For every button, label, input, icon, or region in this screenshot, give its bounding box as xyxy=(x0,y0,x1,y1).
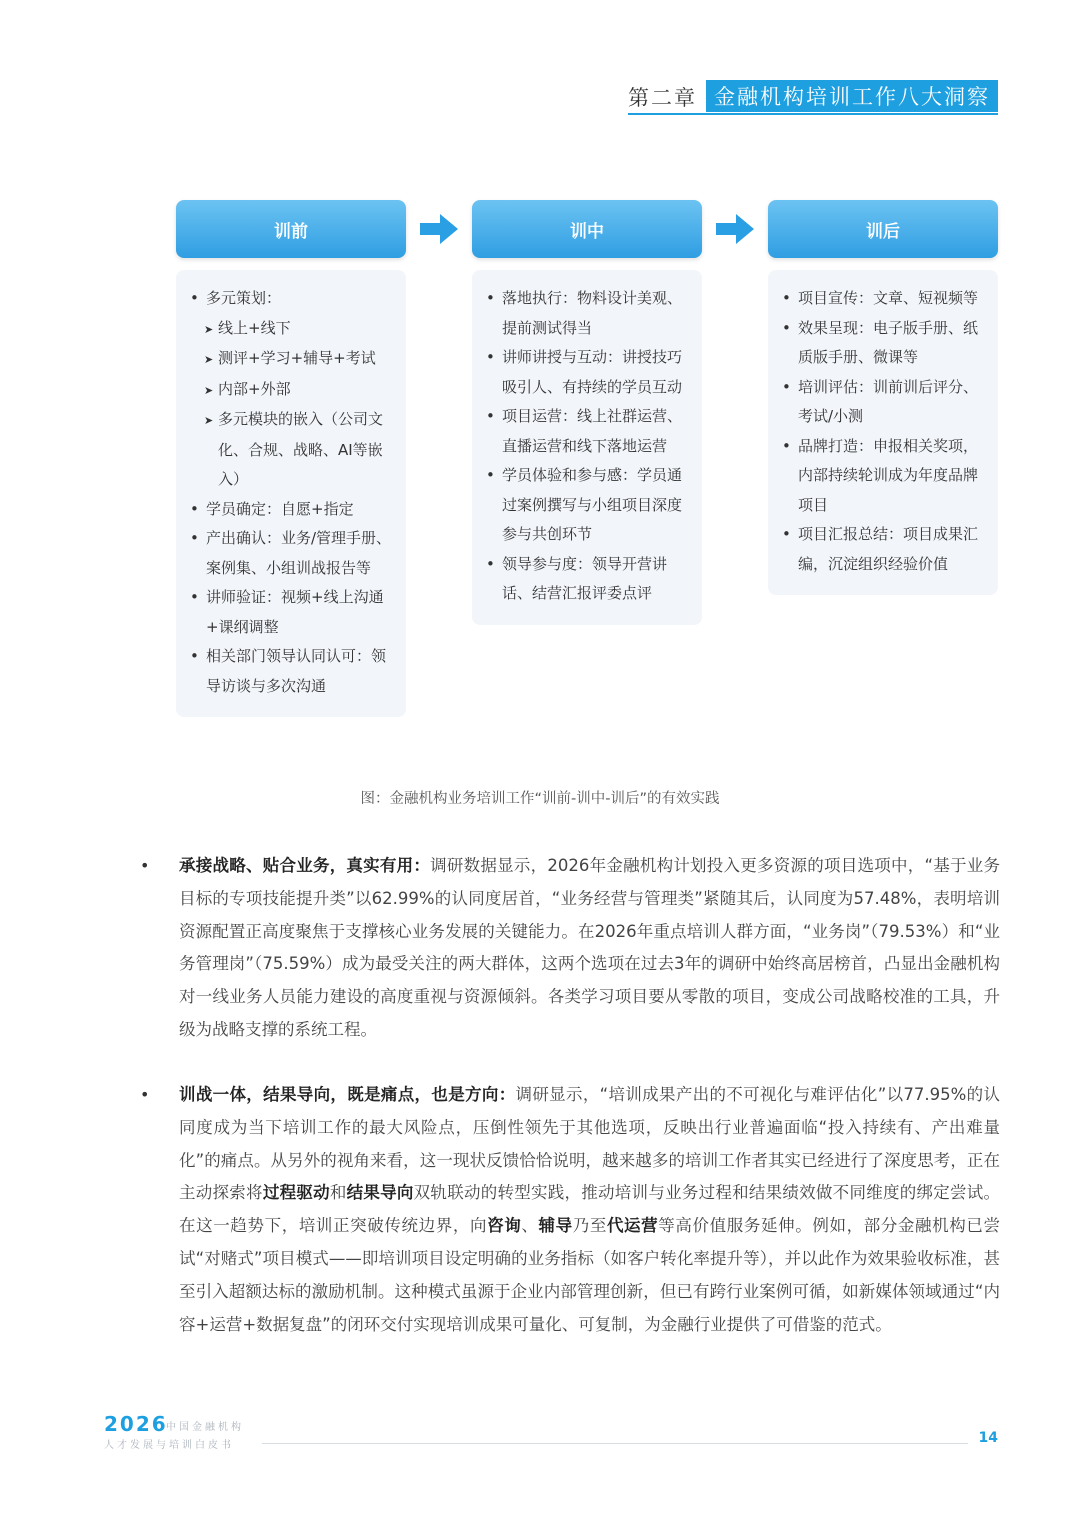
flow-item-text: 学员体验和参与感：学员通过案例撰写与小组项目深度参与共创环节 xyxy=(502,466,683,543)
paragraph-segment: 乃至 xyxy=(572,1216,607,1236)
bullet-dot-icon: • xyxy=(782,377,791,396)
bullet-dot-icon: • xyxy=(190,647,199,665)
flow-column-title: 训前 xyxy=(176,200,406,258)
flow-column-post xyxy=(768,200,998,573)
paragraph-segment: 、 xyxy=(521,1216,539,1236)
flow-column-body xyxy=(768,270,998,595)
flow-item-text: 讲师讲授与互动：讲授技巧吸引人、有持续的学员互动 xyxy=(502,348,683,396)
flow-item-text: 线上+线下 xyxy=(218,318,291,337)
flow-column-pre xyxy=(176,200,406,695)
bullet-dot-icon: • xyxy=(190,588,199,606)
flow-column-body xyxy=(472,270,702,625)
bullet-dot-icon: • xyxy=(782,525,791,543)
flow-bullet-item xyxy=(782,373,986,432)
flow-item-text: 讲师验证：视频+线上沟通+课纲调整 xyxy=(206,588,384,636)
flow-bullet-item xyxy=(190,583,394,642)
bullet-paragraph xyxy=(140,850,1000,1047)
bullet-icon: • xyxy=(140,1085,150,1104)
flow-bullet-item xyxy=(486,343,690,402)
flow-bullet-item xyxy=(190,524,394,583)
footer-subtitle: 人才发展与培训白皮书 xyxy=(104,1440,234,1451)
paragraph-emphasis: 承接战略、贴合业务，真实有用： xyxy=(179,856,431,875)
flow-bullet-item xyxy=(486,402,690,461)
flow-column-title: 训后 xyxy=(768,200,998,258)
flow-item-text: 落地执行：物料设计美观、提前测试得当 xyxy=(502,289,683,337)
flow-item-text: 效果呈现：电子版手册、纸质版手册、微课等 xyxy=(798,318,979,366)
flow-item-text: 项目汇报总结：项目成果汇编，沉淀组织经验价值 xyxy=(798,525,979,573)
figure-caption: 图：金融机构业务培训工作“训前-训中-训后”的有效实践 xyxy=(360,791,720,807)
flow-item-text: 产出确认：业务/管理手册、案例集、小组训战报告等 xyxy=(206,529,392,577)
flow-item-text: 多元策划： xyxy=(206,289,282,307)
bullet-dot-icon: • xyxy=(190,499,199,518)
flow-sub-item xyxy=(190,344,394,375)
bullet-dot-icon: • xyxy=(486,289,495,307)
paragraph-segment: 和 xyxy=(329,1183,347,1203)
flow-item-text: 培训评估：训前训后评分、考试/小测 xyxy=(798,377,979,425)
paragraph-emphasis: 结果导向 xyxy=(346,1183,414,1203)
bullet-icon: • xyxy=(140,856,150,875)
page-footer xyxy=(104,1412,998,1452)
bullet-dot-icon: • xyxy=(782,318,791,337)
triangle-right-icon: ➤ xyxy=(204,383,214,397)
paragraph-emphasis: 辅导 xyxy=(538,1216,573,1236)
flow-item-text: 项目运营：线上社群运营、直播运营和线下落地运营 xyxy=(502,407,683,455)
flow-item-text: 领导参与度：领导开营讲话、结营汇报评委点评 xyxy=(502,554,668,602)
paragraph-segment: 等高价值服务延伸。例如，部分金融机构已尝试“对赌式”项目模式——即培训项目设定明确的业务指标（如客户转化率提升等），并以此作为效果验收标准，甚至引入超额达标的激励机制。这种模式虽源于企业内部管理创新，但已有跨行业案例可循，如新媒体领域通过“内容+运营+数据复盘”的闭环交付实现培训成果可量化、可复制，为金融行业提供了可借鉴的范式。 xyxy=(179,1216,1001,1334)
flow-bullet-item xyxy=(190,284,394,314)
flow-sub-item xyxy=(190,314,394,345)
flow-column-body xyxy=(176,270,406,717)
flow-item-text: 内部+外部 xyxy=(218,379,291,398)
flow-bullet-item xyxy=(486,461,690,550)
arrow-right-icon xyxy=(716,214,754,244)
flow-sub-item xyxy=(190,405,394,495)
bullet-dot-icon: • xyxy=(190,289,199,307)
triangle-right-icon: ➤ xyxy=(204,353,214,366)
flow-bullet-item xyxy=(190,495,394,525)
bullet-dot-icon: • xyxy=(486,348,495,366)
flow-column-title: 训中 xyxy=(472,200,702,258)
bullet-dot-icon: • xyxy=(486,554,495,573)
flow-bullet-item xyxy=(782,520,986,579)
flow-bullet-item xyxy=(782,432,986,521)
flow-item-text: 品牌打造：申报相关奖项，内部持续轮训成为年度品牌项目 xyxy=(798,436,979,514)
flow-bullet-item xyxy=(782,284,986,314)
flow-bullet-item xyxy=(486,550,690,609)
triangle-right-icon: ➤ xyxy=(204,322,214,336)
paragraph-emphasis: 代运营 xyxy=(606,1216,659,1236)
footer-org: 中国金融机构 xyxy=(166,1422,244,1433)
chapter-number: 第二章 xyxy=(628,86,697,110)
flow-item-text: 相关部门领导认同认可：领导访谈与多次沟通 xyxy=(206,647,387,695)
chapter-underline xyxy=(628,113,998,115)
flow-bullet-item xyxy=(190,642,394,701)
paragraph-text xyxy=(179,850,1000,1047)
paragraph-segment: 双轨联动的转型实践，推动培训与业务过程和结果绩效做不同维度的绑定尝试。在这一趋势下，培训正突破传统边界，向 xyxy=(179,1183,1001,1236)
flow-item-text: 多元模块的嵌入（公司文化、合规、战略、AI等嵌入） xyxy=(218,410,384,488)
flow-sub-item xyxy=(190,375,394,406)
footer-divider xyxy=(262,1443,968,1444)
flow-item-text: 测评+学习+辅导+考试 xyxy=(218,349,376,367)
flow-bullet-item xyxy=(782,314,986,373)
triangle-right-icon: ➤ xyxy=(204,414,214,427)
paragraph-emphasis: 咨询 xyxy=(487,1216,522,1236)
flow-item-text: 项目宣传：文章、短视频等 xyxy=(798,289,979,307)
flow-item-text: 学员确定：自愿+指定 xyxy=(206,499,354,518)
paragraph-segment: 调研数据显示，2026年金融机构计划投入更多资源的项目选项中，“基于业务目标的专项技能提升类”以62.99%的认同度居首，“业务经营与管理类”紧随其后，认同度为57.48%，表明培训资源配置正高度聚焦于支撑核心业务发展的关键能力。在2026年重点培训人群方面，“业务岗”（79.53%）和“业务管理岗”（75.59%）成为最受关注的两大群体，这两个选项在过去3年的调研中始终高居榜首，凸显出金融机构对一线业务人员能力建设的高度重视与资源倾斜。各类学习项目要从零散的项目，变成公司战略校准的工具，升级为战略支撑的系统工程。 xyxy=(179,856,1000,1039)
paragraph-text xyxy=(179,1079,1000,1341)
footer-year: 2026 xyxy=(104,1412,168,1436)
chapter-title: 金融机构培训工作八大洞察 xyxy=(706,80,998,112)
arrow-right-icon xyxy=(420,214,458,244)
paragraph-emphasis: 过程驱动 xyxy=(262,1183,330,1203)
bullet-dot-icon: • xyxy=(782,436,791,455)
bullet-dot-icon: • xyxy=(486,466,495,484)
bullet-dot-icon: • xyxy=(190,529,199,547)
bullet-paragraph xyxy=(140,1079,1000,1341)
paragraph-segment: 调研显示，“培训成果产出的不可视化与难评估化”以77.95%的认同度成为当下培训工作的最大风险点，压倒性领先于其他选项，反映出行业普遍面临“投入持续有、产出难量化”的痛点。从另外的视角来看，这一现状反馈恰恰说明，越来越多的培训工作者其实已经进行了深度思考，正在主动探索将 xyxy=(179,1085,1000,1203)
chapter-header xyxy=(628,80,998,114)
bullet-dot-icon: • xyxy=(486,407,495,425)
flow-bullet-item xyxy=(486,284,690,343)
paragraph-emphasis: 训战一体，结果导向，既是痛点，也是方向： xyxy=(179,1085,516,1104)
page-number: 14 xyxy=(978,1430,998,1446)
bullet-dot-icon: • xyxy=(782,289,791,307)
flow-column-during xyxy=(472,200,702,602)
